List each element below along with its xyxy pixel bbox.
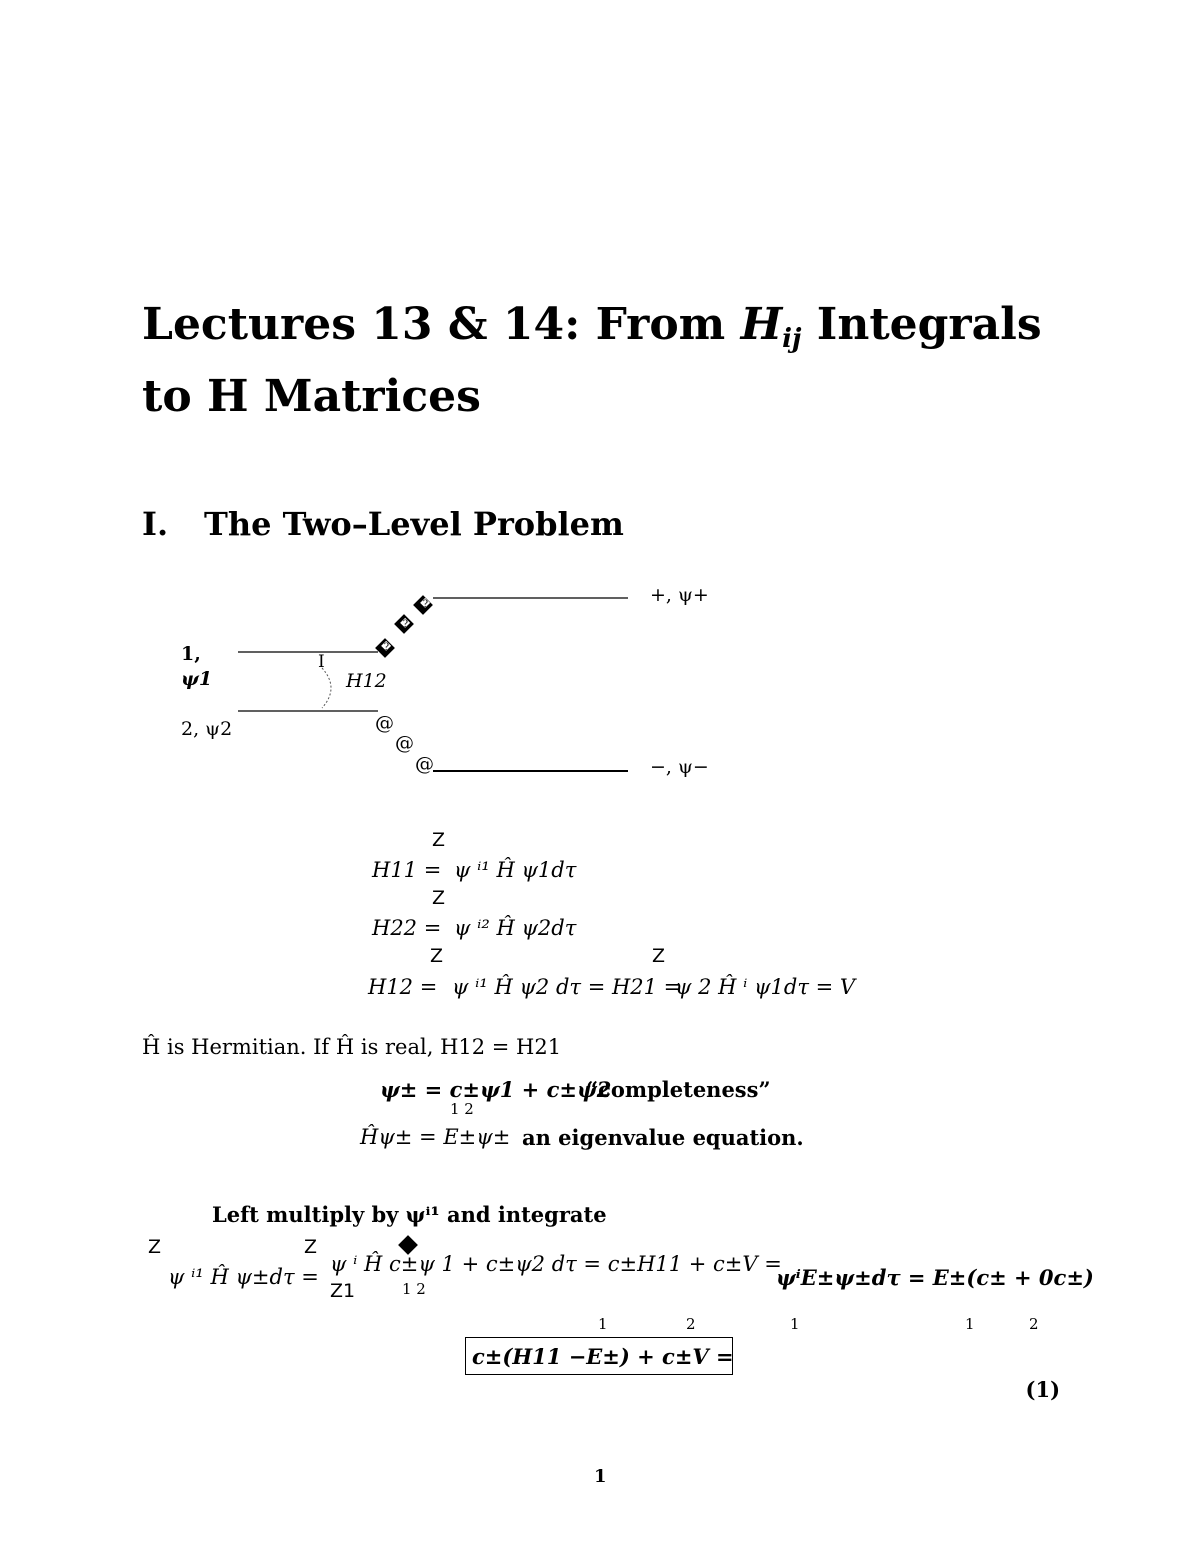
- title-line-1: Lectures 13 & 14: From $H_{ij}$ Integrals: [142, 299, 1042, 354]
- up-marker-text-1: �: [420, 599, 431, 610]
- long-eq-right: ψⁱE±ψ±dτ = E±(c± + 0c±): [776, 1265, 1094, 1290]
- long-eq-mid-subs: 1 2: [402, 1280, 426, 1298]
- bottom-sub: 2: [1029, 1315, 1039, 1333]
- hermitian-line: Ĥ is Hermitian. If Ĥ is real, H12 = H21: [142, 1035, 562, 1059]
- H12-rhs: ψ ⁱ¹ Ĥ ψ2 dτ = H21 =: [452, 975, 682, 999]
- psi-pm-eq: ψ± = c±ψ1 + c±ψ2: [380, 1077, 612, 1102]
- psi-pm-subscripts: 1 2: [450, 1100, 474, 1118]
- level-1-label-b: ψ1: [181, 668, 213, 690]
- equation-number: (1): [1025, 1377, 1060, 1402]
- integral-sign: Z: [304, 1236, 318, 1258]
- section-number: I.: [142, 505, 169, 543]
- integral-sign: Z: [148, 1236, 162, 1258]
- up-markers: [1, 1, 433, 658]
- level-2-label: 2, ψ2: [181, 718, 233, 740]
- integral-sign: Z: [432, 829, 446, 851]
- H11-lhs: H11 =: [372, 858, 442, 882]
- H12-lhs: H12 =: [368, 975, 438, 999]
- bottom-sub: 1: [965, 1315, 975, 1333]
- eigen-eq: Ĥψ± = E±ψ±: [360, 1125, 511, 1149]
- completeness-label: “completeness”: [586, 1077, 771, 1102]
- H22-lhs: H22 =: [372, 916, 442, 940]
- H22-rhs: ψ ⁱ² Ĥ ψ2dτ: [454, 916, 577, 940]
- integral-sign: Z: [430, 945, 444, 967]
- long-eq-z-mid: Z1: [330, 1280, 356, 1302]
- coupling-arrow: [322, 668, 331, 708]
- coupling-mark: I: [318, 652, 325, 672]
- up-marker-text-2: �: [400, 619, 411, 630]
- eigen-text: an eigenvalue equation.: [522, 1125, 804, 1150]
- bottom-sub: 1: [790, 1315, 800, 1333]
- upper-level-label: +, ψ+: [650, 584, 709, 606]
- title-line-2: to H Matrices: [142, 371, 481, 422]
- down-marker-1: @: [375, 712, 394, 734]
- section-title: The Two–Level Problem: [204, 505, 624, 543]
- down-marker-2: @: [395, 732, 414, 754]
- page-number: 1: [594, 1466, 607, 1487]
- lower-level-label: −, ψ−: [650, 756, 709, 778]
- H11-rhs: ψ ⁱ¹ Ĥ ψ1dτ: [454, 858, 577, 882]
- level-1-label-a: 1,: [181, 643, 201, 665]
- integral-sign: Z: [432, 887, 446, 909]
- down-marker-3: @: [415, 753, 434, 775]
- bottom-sub: 2: [686, 1315, 696, 1333]
- coupling-label: H12: [346, 670, 387, 692]
- H12-rhs-2: ψ 2 Ĥ ⁱ ψ1dτ = V: [675, 975, 856, 999]
- bottom-sub: 1: [598, 1315, 608, 1333]
- long-eq-left: ψ ⁱ¹ Ĥ ψ±dτ =: [168, 1265, 319, 1289]
- integral-sign: Z: [652, 945, 666, 967]
- up-marker-text-3: �: [381, 642, 392, 653]
- left-multiply-text: Left multiply by ψⁱ¹ and integrate: [212, 1202, 607, 1227]
- boxed-equation: c±(H11 −E±) + c±V =: [465, 1337, 733, 1375]
- long-eq-mid: ψ ⁱ Ĥ c±ψ 1 + c±ψ2 dτ = c±H11 + c±V =: [330, 1252, 782, 1276]
